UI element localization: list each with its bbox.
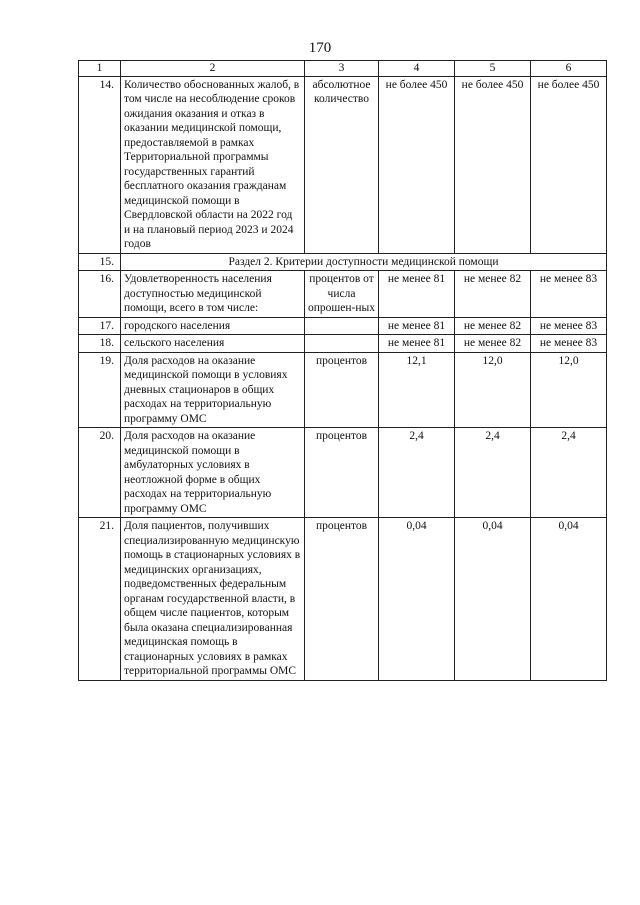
value-2023: 2,4	[455, 428, 531, 518]
column-header: 1	[79, 61, 121, 77]
indicator-name: Доля расходов на оказание медицинской помощи в условиях дневных стационаров в общих расходах на территориальную программу ОМС	[121, 352, 305, 428]
row-number: 17.	[79, 317, 121, 335]
column-header: 2	[121, 61, 305, 77]
value-2023: не менее 82	[455, 317, 531, 335]
column-header: 6	[531, 61, 607, 77]
table-row	[79, 335, 607, 353]
table-row	[79, 271, 607, 318]
table-row	[79, 352, 607, 428]
value-2023: не более 450	[455, 76, 531, 253]
value-2024: 0,04	[531, 518, 607, 681]
row-number: 15.	[79, 253, 121, 271]
value-2024: не менее 83	[531, 271, 607, 318]
table-header-row	[79, 61, 607, 77]
table-row	[79, 317, 607, 335]
indicator-name: Удовлетворенность населения доступностью медицинской помощи, всего в том числе:	[121, 271, 305, 318]
table-row	[79, 76, 607, 253]
column-header: 5	[455, 61, 531, 77]
value-2023: не менее 82	[455, 271, 531, 318]
indicators-table	[78, 60, 607, 681]
unit-cell	[305, 317, 379, 335]
indicator-name: Доля пациентов, получивших специализированную медицинскую помощь в стационарных условиях в медицинских организациях, подведомственных федеральным органам государственной власти, в общем числе пациентов, которым была оказана специализированная медицинская помощь в стационарных условиях в рамках территориальной программы ОМС	[121, 518, 305, 681]
value-2022: 2,4	[379, 428, 455, 518]
row-number: 21.	[79, 518, 121, 681]
value-2022: не менее 81	[379, 271, 455, 318]
unit-cell: процентов	[305, 428, 379, 518]
section-title: Раздел 2. Критерии доступности медицинской помощи	[121, 253, 607, 271]
unit-cell: абсолютное количество	[305, 76, 379, 253]
row-number: 18.	[79, 335, 121, 353]
value-2022: 0,04	[379, 518, 455, 681]
value-2024: не менее 83	[531, 335, 607, 353]
table-row	[79, 428, 607, 518]
value-2024: 12,0	[531, 352, 607, 428]
column-header: 4	[379, 61, 455, 77]
row-number: 20.	[79, 428, 121, 518]
value-2022: не менее 81	[379, 317, 455, 335]
table-row	[79, 518, 607, 681]
value-2022: не менее 81	[379, 335, 455, 353]
indicator-name: Доля расходов на оказание медицинской помощи в амбулаторных условиях в неотложной форме в общих расходах на территориальную программу ОМС	[121, 428, 305, 518]
value-2023: не менее 82	[455, 335, 531, 353]
row-number: 14.	[79, 76, 121, 253]
value-2024: 2,4	[531, 428, 607, 518]
unit-cell: процентов	[305, 352, 379, 428]
unit-cell: процентов	[305, 518, 379, 681]
value-2022: не более 450	[379, 76, 455, 253]
indicator-name: Количество обоснованных жалоб, в том числе на несоблюдение сроков ожидания оказания и отказ в оказании медицинской помощи, предоставляемой в рамках Территориальной программы государственных гарантий бесплатного оказания гражданам медицинской помощи в Свердловской области на 2022 год и на плановый период 2023 и 2024 годов	[121, 76, 305, 253]
row-number: 19.	[79, 352, 121, 428]
value-2023: 0,04	[455, 518, 531, 681]
unit-cell: процентов от числа опрошен-ных	[305, 271, 379, 318]
row-number: 16.	[79, 271, 121, 318]
column-header: 3	[305, 61, 379, 77]
unit-cell	[305, 335, 379, 353]
value-2023: 12,0	[455, 352, 531, 428]
indicator-name: сельского населения	[121, 335, 305, 353]
indicator-name: городского населения	[121, 317, 305, 335]
page-number: 170	[308, 40, 332, 56]
value-2024: не более 450	[531, 76, 607, 253]
value-2022: 12,1	[379, 352, 455, 428]
section-row	[79, 253, 607, 271]
value-2024: не менее 83	[531, 317, 607, 335]
